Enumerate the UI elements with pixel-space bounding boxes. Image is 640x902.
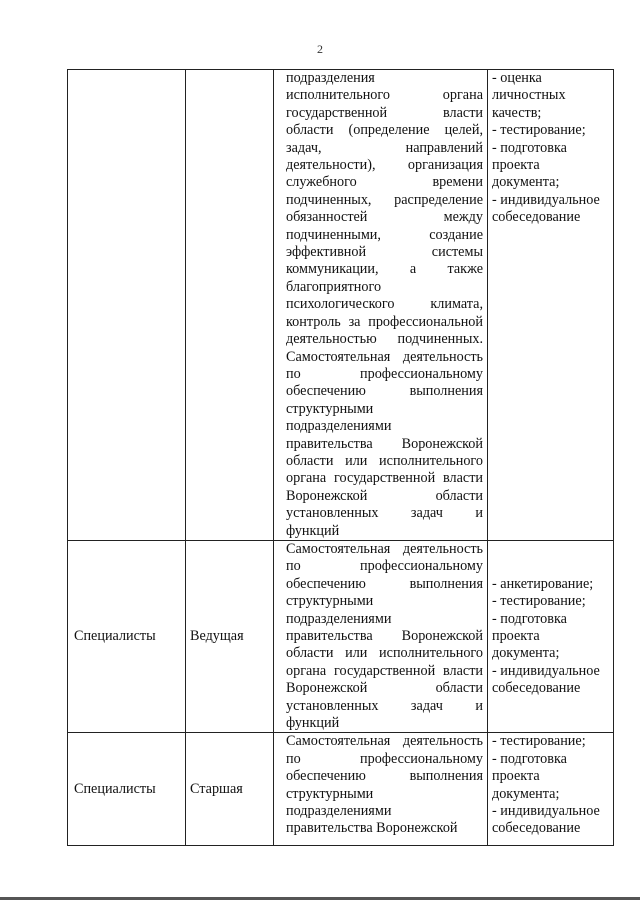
category-cell: Специалисты: [68, 540, 186, 732]
duties-line: органа государственной власти: [286, 470, 483, 487]
duties-line: обеспечению выполнения: [286, 768, 483, 785]
category-cell: Специалисты: [68, 733, 186, 846]
duties-line: государственной власти: [286, 104, 483, 121]
duties-line: структурными: [286, 400, 374, 417]
method-line: документа;: [492, 174, 560, 191]
method-line: - индивидуальное: [492, 803, 600, 820]
duties-line: функций: [286, 715, 340, 732]
methods-cell: [488, 540, 614, 732]
duties-cell: [274, 733, 488, 846]
duties-line: подчиненными, создание: [286, 226, 483, 243]
group-cell: Старшая: [186, 733, 274, 846]
duties-line: структурными: [286, 785, 374, 802]
category-cell: [68, 70, 186, 541]
table-row: [68, 70, 614, 541]
method-line: качеств;: [492, 104, 542, 121]
method-line: - подготовка: [492, 610, 567, 627]
method-line: - подготовка: [492, 750, 567, 767]
table-row: [68, 540, 614, 732]
positions-table: [67, 69, 614, 846]
method-line: документа;: [492, 645, 560, 662]
duties-line: подразделениями: [286, 803, 392, 820]
duties-line: контроль за профессиональной: [286, 313, 483, 330]
method-line: - подготовка: [492, 139, 567, 156]
method-line: собеседование: [492, 820, 581, 837]
duties-line: психологического климата,: [286, 296, 483, 313]
duties-line: Воронежской области: [286, 680, 483, 697]
duties-line: Воронежской области: [286, 487, 483, 504]
duties-line: по профессиональному: [286, 558, 483, 575]
duties-line: коммуникации, а также: [286, 261, 483, 278]
method-line: - тестирование;: [492, 733, 586, 750]
duties-line: обеспечению выполнения: [286, 383, 483, 400]
duties-line: обязанностей между: [286, 209, 483, 226]
duties-line: установленных задач и: [286, 697, 483, 714]
duties-line: области или исполнительного: [286, 452, 483, 469]
table-body: [68, 70, 614, 846]
duties-line: подразделениями: [286, 418, 392, 435]
duties-line: Самостоятельная деятельность: [286, 540, 483, 557]
duties-line: деятельностью подчиненных.: [286, 331, 483, 348]
duties-line: благоприятного: [286, 278, 382, 295]
method-line: - тестирование;: [492, 122, 586, 139]
method-line: проекта: [492, 157, 540, 174]
duties-cell: [274, 70, 488, 541]
method-line: - оценка: [492, 70, 542, 86]
duties-line: области или исполнительного: [286, 645, 483, 662]
group-cell: [186, 70, 274, 541]
duties-line: установленных задач и: [286, 505, 483, 522]
method-line: проекта: [492, 768, 540, 785]
duties-line: подразделениями: [286, 610, 392, 627]
methods-cell: [488, 733, 614, 846]
method-line: личностных: [492, 87, 566, 104]
duties-line: функций: [286, 522, 340, 539]
duties-line: правительства Воронежской: [286, 820, 458, 837]
duties-line: правительства Воронежской: [286, 435, 483, 452]
method-line: проекта: [492, 628, 540, 644]
duties-line: по профессиональному: [286, 750, 483, 767]
method-line: - тестирование;: [492, 593, 586, 610]
method-line: - анкетирование;: [492, 575, 594, 592]
method-line: - индивидуальное: [492, 662, 600, 679]
duties-line: задач, направлений: [286, 139, 483, 156]
method-line: документа;: [492, 785, 560, 802]
methods-cell: [488, 70, 614, 541]
duties-cell: [274, 540, 488, 732]
duties-line: исполнительного органа: [286, 87, 483, 104]
duties-line: подчиненных, распределение: [286, 191, 483, 208]
duties-line: правительства Воронежской: [286, 628, 483, 644]
scan-edge-line: [0, 897, 640, 900]
duties-line: Самостоятельная деятельность: [286, 733, 483, 750]
duties-line: деятельности), организация: [286, 157, 483, 174]
table-row: [68, 733, 614, 846]
duties-line: обеспечению выполнения: [286, 575, 483, 592]
group-cell: Ведущая: [186, 540, 274, 732]
duties-line: области (определение целей,: [286, 122, 483, 139]
duties-line: Самостоятельная деятельность: [286, 348, 483, 365]
method-line: - индивидуальное: [492, 191, 600, 208]
duties-line: органа государственной власти: [286, 662, 483, 679]
duties-line: служебного времени: [286, 174, 483, 191]
duties-line: подразделения: [286, 70, 375, 86]
duties-line: эффективной системы: [286, 244, 483, 261]
duties-line: структурными: [286, 593, 374, 610]
method-line: собеседование: [492, 680, 581, 697]
method-line: собеседование: [492, 209, 581, 226]
duties-line: по профессиональному: [286, 365, 483, 382]
page-number: 2: [317, 42, 323, 56]
